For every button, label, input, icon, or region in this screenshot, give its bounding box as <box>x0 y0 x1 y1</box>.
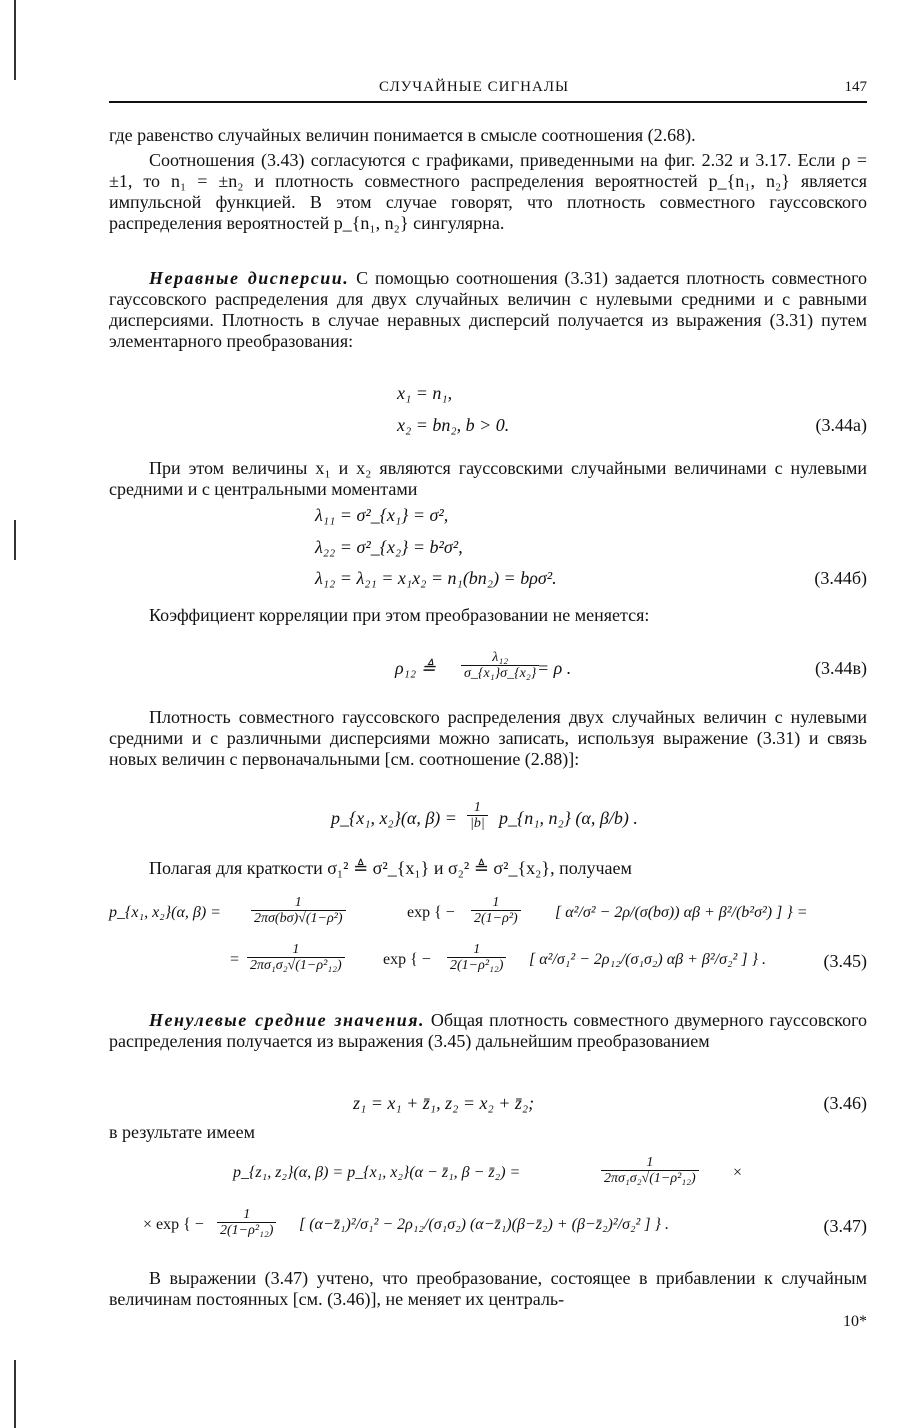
equation-text: ρ₁₂ ≜ <box>395 658 436 678</box>
paragraph: Плотность совместного гауссовского распределения двух случайных величин с нулевыми средними и с различными дисперсиями можно записать, используя выражение (3.31) и связь новых величин с первоначальными [см. соотношение (2.88)]: <box>109 707 867 769</box>
equation-number: (3.44в) <box>815 658 867 678</box>
paragraph <box>109 268 867 352</box>
equation-text: p_{n₁, n₂} (α, β/b) . <box>499 808 638 828</box>
equation-text: [ (α−z̄₁)²/σ₁² − 2ρ₁₂/(σ₁σ₂) (α−z̄₁)(β−z̄₂) + (β−z̄₂)²/σ₂² ] } . <box>299 1216 669 1233</box>
fraction-denominator: 2(1−ρ²₁₂) <box>220 1223 274 1238</box>
equation-line <box>109 568 867 592</box>
equation-text: λ₂₂ = σ²_{x₂} = b²σ², <box>315 537 463 557</box>
equation-text: x₂ = bn₂, b > 0. <box>397 415 510 435</box>
equation-line <box>109 1205 867 1249</box>
equation-text: = <box>229 951 240 968</box>
paragraph: Коэффициент корреляции при этом преобразовании не меняется: <box>149 605 650 625</box>
equation-text: = ρ . <box>537 658 572 678</box>
paragraph-text: С помощью соотношения (3.31) задается плотность совместного гауссовского распределения для двух случайных величин с нулевыми средними и с равными дисперсиями. Плотность в случае неравных дисперсий получается из выражения (3.31) путем элементарного преобразования: <box>109 268 868 351</box>
equation-text: z₁ = x₁ + z̄₁, z₂ = x₂ + z̄₂; <box>353 1093 535 1113</box>
paragraph: Соотношения (3.43) согласуются с графиками, приведенными на фиг. 2.32 и 3.17. Если ρ = ±1, то n₁ = ±n₂ и плотность совместного распределения вероятностей p_{n₁, n₂} является импульсной функцией. В этом случае говорят, что плотность совместного гауссовского распределения вероятностей p_{n₁, n₂} сингулярна. <box>109 150 867 233</box>
equation-text: [ α²/σ² − 2ρ/(σ(bσ)) αβ + β²/(b²σ²) ] } = <box>555 904 808 921</box>
equation-text: x₁ = n₁, <box>397 383 453 403</box>
equation-text: exp { − <box>407 904 455 921</box>
equation-line <box>109 1093 867 1117</box>
running-header <box>109 79 867 99</box>
fraction <box>601 1155 699 1186</box>
paragraph: в результате имеем <box>109 1122 256 1142</box>
page-number: 147 <box>844 79 867 95</box>
equation-line <box>109 800 867 840</box>
fraction <box>471 895 521 926</box>
equation-line <box>109 537 867 561</box>
equation-text: λ₁₁ = σ²_{x₁} = σ², <box>315 505 449 525</box>
equation-text: exp { − <box>383 951 431 968</box>
equation-number: (3.47) <box>823 1216 867 1236</box>
fraction-numerator: 1 <box>467 800 488 816</box>
equation-line <box>109 650 867 690</box>
fraction-numerator: 1 <box>447 942 506 958</box>
fraction-numerator: λ₁₂ <box>461 650 539 666</box>
fraction-numerator: 1 <box>247 942 345 958</box>
fraction-numerator: 1 <box>217 1207 276 1223</box>
paragraph: При этом величины x₁ и x₂ являются гауссовскими случайными величинами с нулевыми средними и с центральными моментами <box>109 458 867 499</box>
equation-text: p_{z₁, z₂}(α, β) = p_{x₁, x₂}(α − z̄₁, β − z̄₂) = <box>233 1164 521 1181</box>
fraction-denominator: σ_{x₁}σ_{x₂} <box>464 666 537 681</box>
paragraph: Полагая для краткости σ₁² ≜ σ²_{x₁} и σ₂² ≜ σ²_{x₂}, получаем <box>149 858 632 878</box>
sheet-signature: 10* <box>843 1313 867 1330</box>
fraction-denominator: 2πσ(bσ)√(1−ρ²) <box>254 911 343 926</box>
equation-text: × <box>733 1164 743 1181</box>
fraction <box>251 895 346 926</box>
fraction <box>217 1207 276 1238</box>
page-edge-mark <box>14 0 16 80</box>
section-runin-heading: Ненулевые средние значения. <box>149 1010 425 1030</box>
fraction <box>461 650 539 681</box>
section-runin-heading: Неравные дисперсии. <box>149 268 350 288</box>
equation-line <box>109 940 867 984</box>
equation-text: [ α²/σ₁² − 2ρ₁₂/(σ₁σ₂) αβ + β²/σ₂² ] } . <box>529 951 766 968</box>
fraction-numerator: 1 <box>601 1155 699 1171</box>
fraction-denominator: 2πσ₁σ₂√(1−ρ²₁₂) <box>250 958 342 973</box>
equation-line <box>109 893 867 937</box>
page-edge-mark <box>14 520 16 560</box>
fraction-numerator: 1 <box>471 895 521 911</box>
chapter-title: СЛУЧАЙНЫЕ СИГНАЛЫ <box>379 79 570 95</box>
equation-number: (3.46) <box>823 1093 867 1113</box>
fraction-denominator: |b| <box>470 816 485 831</box>
equation-number: (3.44б) <box>814 568 867 588</box>
equation-number: (3.44а) <box>815 415 867 435</box>
equation-text: p_{x₁, x₂}(α, β) = <box>109 904 221 921</box>
equation-text: × exp { − <box>143 1216 204 1233</box>
equation-text: λ₁₂ = λ₂₁ = x₁x₂ = n₁(bn₂) = bρσ². <box>315 568 557 588</box>
paragraph-text: Общая плотность совместного двумерного гауссовского распределения получается из выражения (3.45) дальнейшим преобразованием <box>109 1010 868 1051</box>
paragraph <box>109 1010 867 1052</box>
fraction-numerator: 1 <box>251 895 346 911</box>
equation-number: (3.45) <box>823 951 867 971</box>
fraction-denominator: 2(1−ρ²) <box>474 911 518 926</box>
fraction <box>467 800 488 831</box>
page-edge-mark <box>14 1360 16 1428</box>
fraction <box>247 942 345 973</box>
equation-line <box>109 505 867 529</box>
header-rule <box>109 101 867 103</box>
fraction-denominator: 2(1−ρ²₁₂) <box>450 958 504 973</box>
paragraph: В выражении (3.47) учтено, что преобразование, состоящее в прибавлении к случайным величинам постоянных [см. (3.46)], не меняет их централь- <box>109 1268 867 1309</box>
equation-line <box>109 415 867 439</box>
paragraph: где равенство случайных величин понимается в смысле соотношения (2.68). <box>109 125 696 145</box>
fraction <box>447 942 506 973</box>
equation-text: p_{x₁, x₂}(α, β) = <box>331 808 457 828</box>
fraction-denominator: 2πσ₁σ₂√(1−ρ²₁₂) <box>604 1171 696 1186</box>
equation-line <box>109 383 867 407</box>
equation-line <box>109 1153 867 1197</box>
